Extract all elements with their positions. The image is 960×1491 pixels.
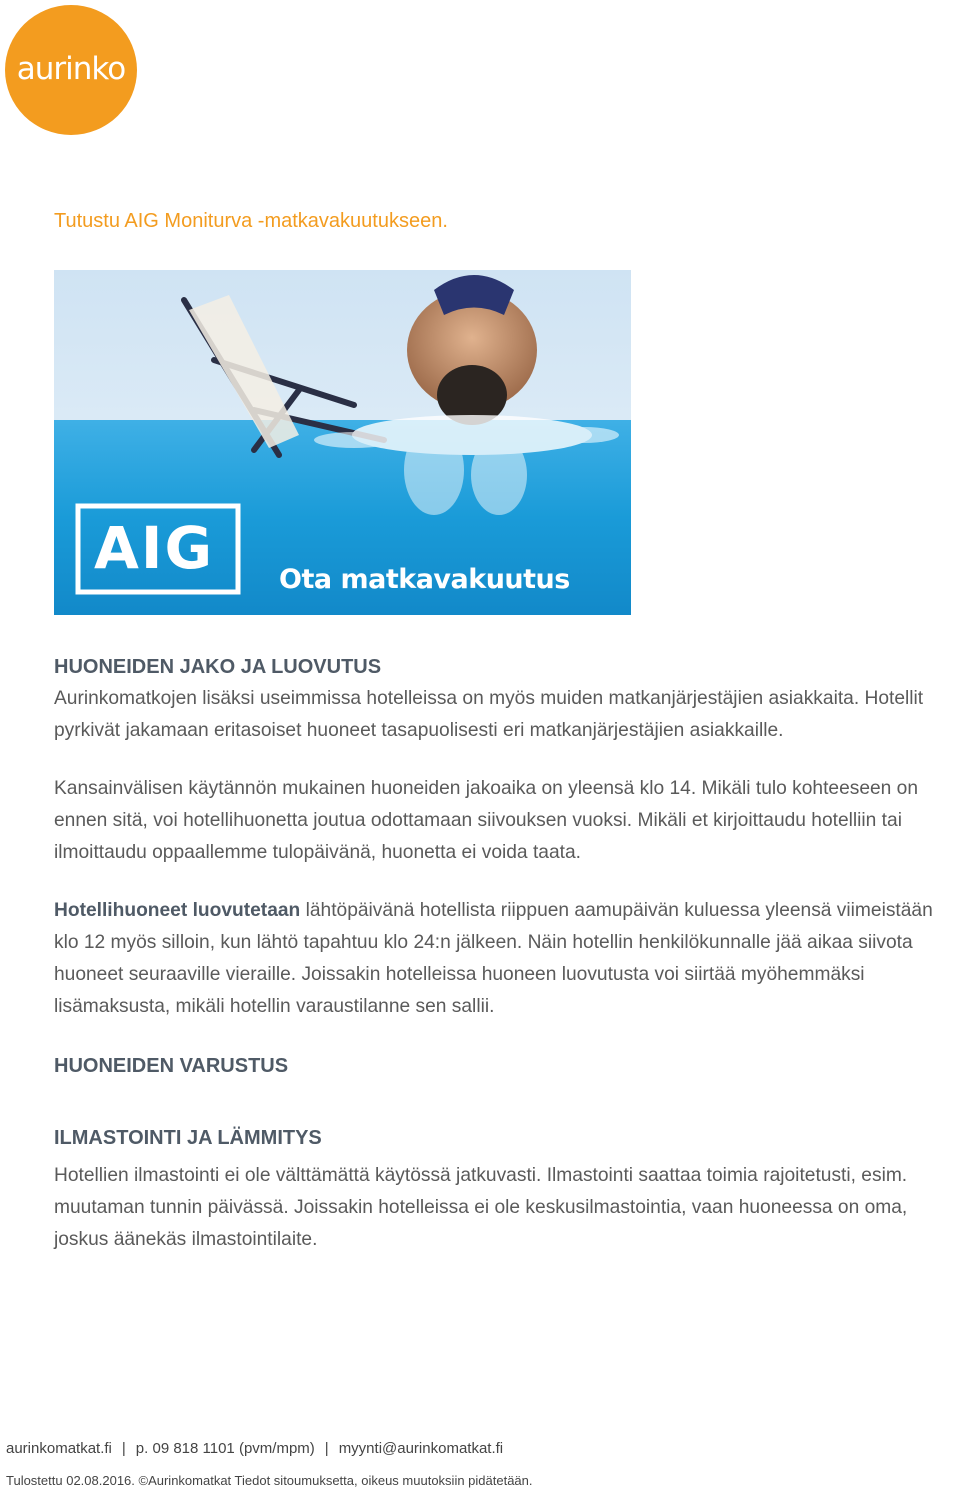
aurinko-logo[interactable] bbox=[5, 5, 137, 135]
footer-separator: | bbox=[121, 1440, 126, 1457]
section-heading-ilmastointi: ILMASTOINTI JA LÄMMITYS bbox=[54, 1127, 322, 1149]
aig-banner[interactable] bbox=[54, 270, 631, 615]
paragraph-jako-1: Aurinkomatkojen lisäksi useimmissa hotelleissa on myös muiden matkanjärjestäjien asiakkaita. Hotellit pyrkivät jakamaan eritasoiset huoneet tasapuolisesti eri matkanjärjestäjien asiakkaille. bbox=[54, 688, 924, 741]
footer-email-link[interactable]: myynti@aurinkomatkat.fi bbox=[338, 1440, 504, 1457]
section-heading-varustus: HUONEIDEN VARUSTUS bbox=[54, 1055, 289, 1077]
section-heading-jako: HUONEIDEN JAKO JA LUOVUTUS bbox=[54, 656, 382, 678]
paragraph-ilmastointi-1: Hotellien ilmastointi ei ole välttämättä käytössä jatkuvasti. Ilmastointi saattaa toimia rajoitetusti, esim. muutaman tunnin päivässä. Joissakin hotelleissa ei ole keskusilmastointia, vaan huoneessa on oma, joskus äänekäs ilmastointilaite. bbox=[54, 1165, 908, 1250]
paragraph-jako-3-rest: lähtöpäivänä hotellista riippuen aamupäivän kuluessa yleensä viimeistään klo 12 myös silloin, kun lähtö tapahtuu klo 24:n jälkeen. Näin hotellin henkilökunnalle jää aikaa siivota huoneet seuraaville vieraille. Joissakin hotelleissa huoneen luovutusta voi siirtää myöhemmäksi lisämaksusta, mikäli hotellin varaustilanne sen sallii. bbox=[54, 900, 933, 1017]
paragraph-jako-2: Kansainvälisen käytännön mukainen huoneiden jakoaika on yleensä klo 14. Mikäli tulo kohteeseen on ennen sitä, voi hotellihuonetta joutua odottamaan siivouksen vuoksi. Mikäli et kirjoittaudu hotelliin tai ilmoittaudu oppaallemme tulopäivänä, huonetta ei voida taata. bbox=[54, 778, 919, 863]
footer-contact bbox=[6, 1440, 503, 1457]
footer-separator: | bbox=[324, 1440, 329, 1457]
banner-tagline: Ota matkavakuutus bbox=[279, 564, 570, 595]
paragraph-jako-3 bbox=[54, 895, 959, 1023]
footer-phone: p. 09 818 1101 (pvm/mpm) bbox=[135, 1440, 315, 1457]
footer-site-link[interactable]: aurinkomatkat.fi bbox=[6, 1440, 112, 1457]
printed-note: Tulostettu 02.08.2016. ©Aurinkomatkat Tiedot sitoumuksetta, oikeus muutoksiin pidätetään. bbox=[6, 1473, 533, 1488]
aig-logo-text: AIG bbox=[94, 514, 215, 582]
paragraph-jako-3-strong: Hotellihuoneet luovutetaan bbox=[54, 900, 301, 921]
aig-insurance-link[interactable]: Tutustu AIG Moniturva -matkavakuutukseen. bbox=[54, 210, 448, 232]
logo-text: aurinko bbox=[16, 51, 126, 87]
